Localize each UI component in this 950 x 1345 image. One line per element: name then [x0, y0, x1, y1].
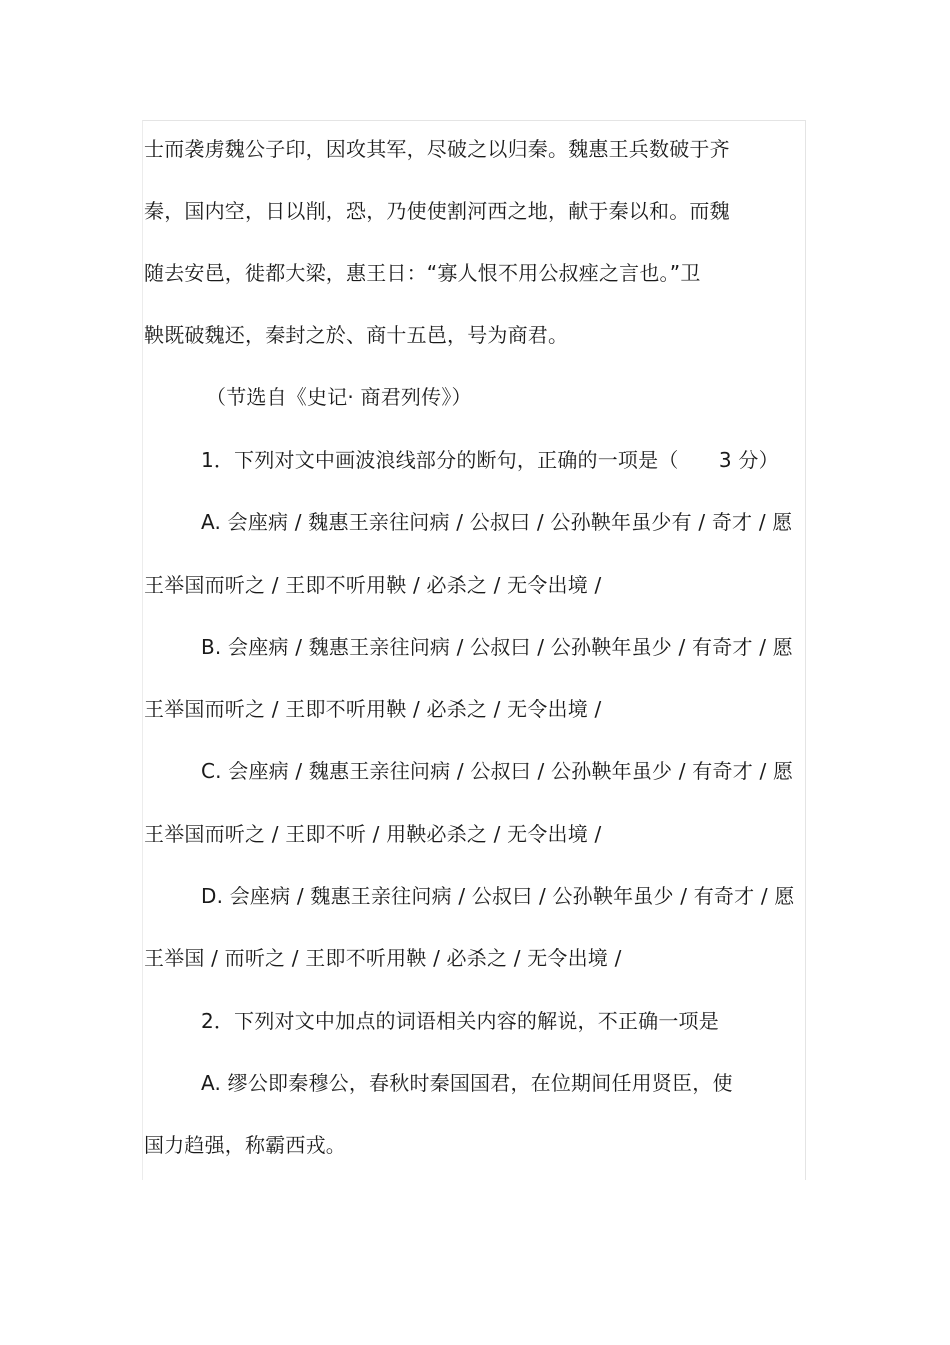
passage-line-2: 秦，国内空，日以削，恐，乃使使割河西之地，献于秦以和。而魏: [144, 199, 730, 223]
passage-line-4: 鞅既破魏还，秦封之於、商十五邑，号为商君。: [144, 323, 569, 347]
question-2-prompt: 2．下列对文中加点的词语相关内容的解说，不正确一项是: [201, 1009, 719, 1033]
question-1-option-a-line-1: A. 会座病 / 魏惠王亲往问病 / 公叔曰 / 公孙鞅年虽少有 / 奇才 / 愿: [201, 510, 793, 534]
question-1-option-d-line-1: D. 会座病 / 魏惠王亲往问病 / 公叔曰 / 公孙鞅年虽少 / 有奇才 / 愿: [201, 884, 795, 908]
question-2-option-a-line-1: A. 缪公即秦穆公，春秋时秦国国君，在位期间任用贤臣，使: [201, 1071, 733, 1095]
question-1-option-b-line-1: B. 会座病 / 魏惠王亲往问病 / 公叔曰 / 公孙鞅年虽少 / 有奇才 / 愿: [201, 635, 793, 659]
question-1-option-c-line-2: 王举国而听之 / 王即不听 / 用鞅必杀之 / 无令出境 /: [144, 822, 602, 846]
question-1-option-b-line-2: 王举国而听之 / 王即不听用鞅 / 必杀之 / 无令出境 /: [144, 697, 602, 721]
passage-line-1: 士而袭虏魏公子印，因攻其军，尽破之以归秦。魏惠王兵数破于齐: [144, 137, 730, 161]
question-1-prompt: 1．下列对文中画波浪线部分的断句，正确的一项是（ 3 分）: [201, 448, 779, 472]
question-1-option-d-line-2: 王举国 / 而听之 / 王即不听用鞅 / 必杀之 / 无令出境 /: [144, 946, 622, 970]
question-1-option-a-line-2: 王举国而听之 / 王即不听用鞅 / 必杀之 / 无令出境 /: [144, 573, 602, 597]
question-1-option-c-line-1: C. 会座病 / 魏惠王亲往问病 / 公叔曰 / 公孙鞅年虽少 / 有奇才 / 愿: [201, 759, 794, 783]
question-2-option-a-line-2: 国力趋强，称霸西戎。: [144, 1133, 346, 1157]
source-note: （节选自《史记· 商君列传》）: [206, 385, 472, 409]
passage-line-3: 随去安邑，徙都大梁，惠王日：“寡人恨不用公叔痤之言也。”卫: [144, 261, 701, 285]
